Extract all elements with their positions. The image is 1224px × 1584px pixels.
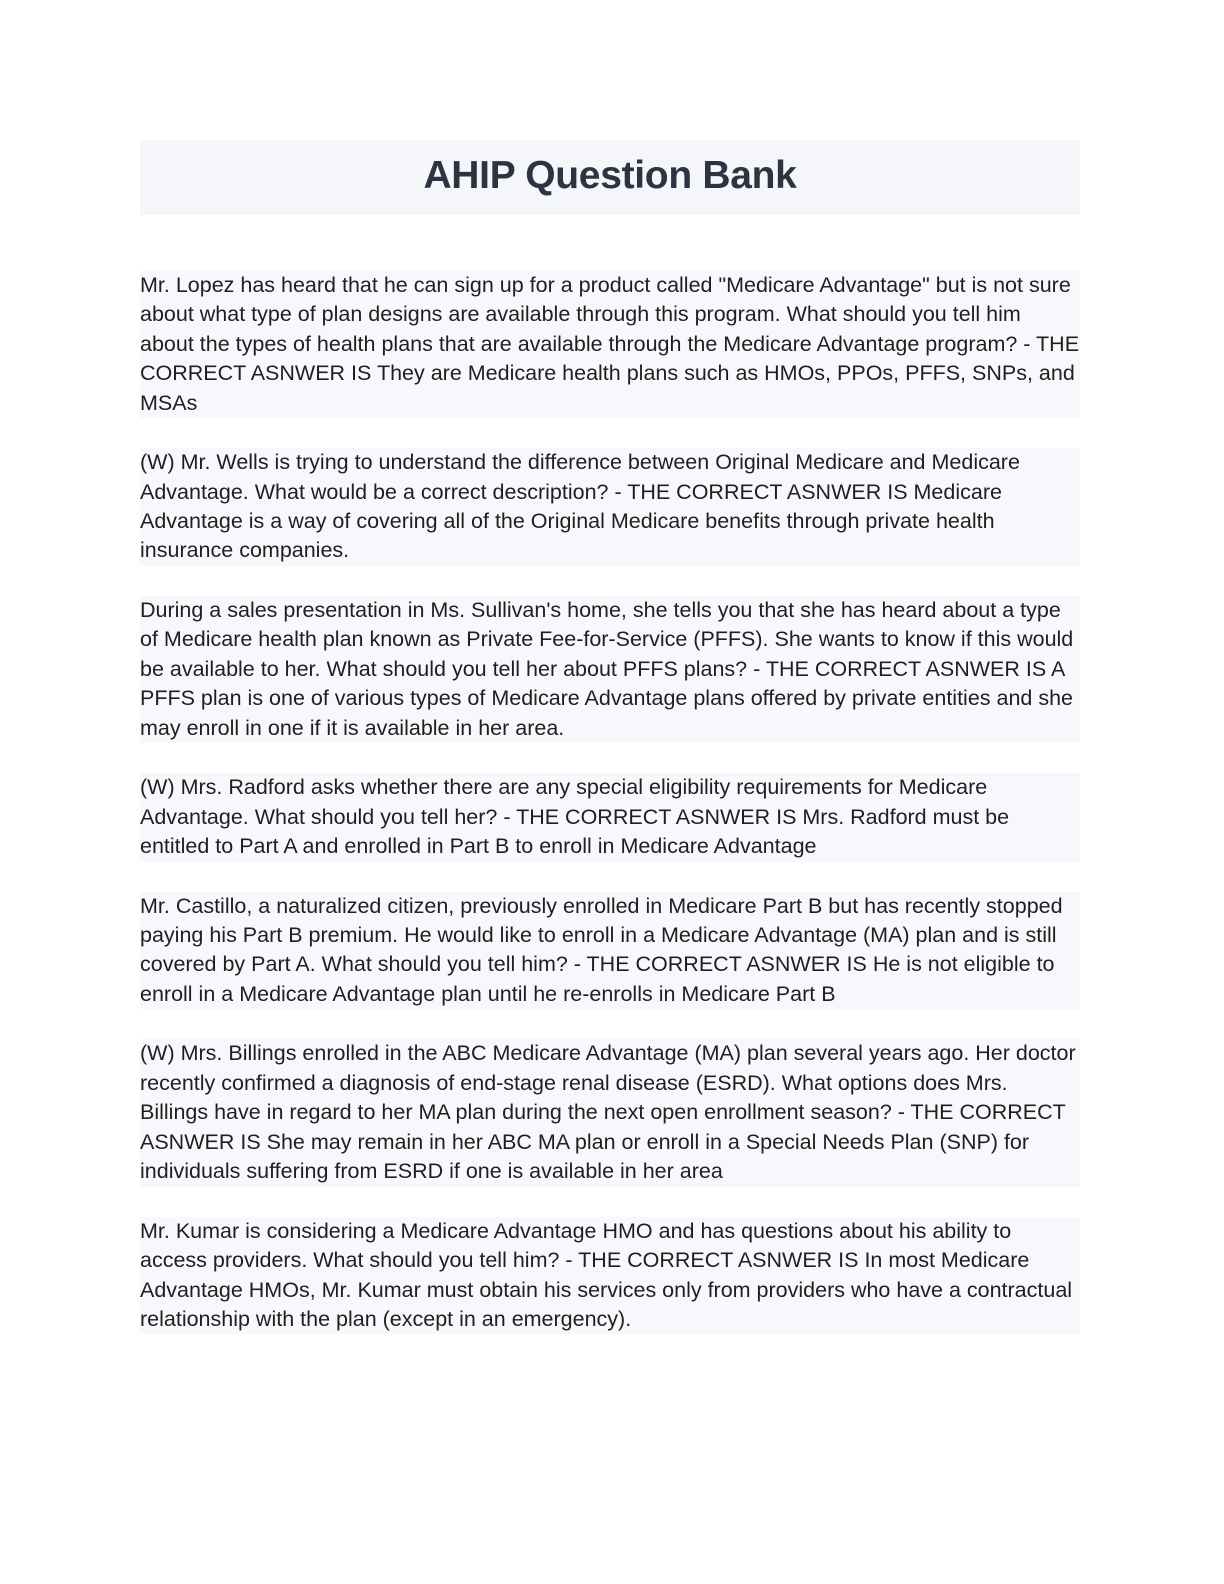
paragraph: (W) Mrs. Radford asks whether there are any special eligibility requirements for Medicare Advantage. What should you tell her? - THE CORRECT ASNWER IS Mrs. Radford must be entitled to Part A and enrolled in Part B to enroll in Medicare Advantage (140, 773, 1080, 861)
paragraph: Mr. Castillo, a naturalized citizen, previously enrolled in Medicare Part B but has recently stopped paying his Part B premium. He would like to enroll in a Medicare Advantage (MA) plan and is still covered by Part A. What should you tell him? - THE CORRECT ASNWER IS He is not eligible to enroll in a Medicare Advantage plan until he re-enrolls in Medicare Part B (140, 892, 1080, 1010)
paragraph: (W) Mrs. Billings enrolled in the ABC Medicare Advantage (MA) plan several years ago. Her doctor recently confirmed a diagnosis of end-stage renal disease (ESRD). What options does Mrs. Billings have in regard to her MA plan during the next open enrollment season? - THE CORRECT ASNWER IS She may remain in her ABC MA plan or enroll in a Special Needs Plan (SNP) for individuals suffering from ESRD if one is available in her area (140, 1039, 1080, 1186)
document-title-band (140, 140, 1080, 215)
page-title: AHIP Question Bank (423, 154, 797, 197)
document-content (140, 140, 1080, 1334)
document-body (140, 271, 1080, 1335)
paragraph: Mr. Kumar is considering a Medicare Advantage HMO and has questions about his ability to access providers. What should you tell him? - THE CORRECT ASNWER IS In most Medicare Advantage HMOs, Mr. Kumar must obtain his services only from providers who have a contractual relationship with the plan (except in an emergency). (140, 1217, 1080, 1335)
paragraph: During a sales presentation in Ms. Sullivan's home, she tells you that she has heard about a type of Medicare health plan known as Private Fee-for-Service (PFFS). She wants to know if this would be available to her. What should you tell her about PFFS plans? - THE CORRECT ASNWER IS A PFFS plan is one of various types of Medicare Advantage plans offered by private entities and she may enroll in one if it is available in her area. (140, 596, 1080, 743)
paragraph: Mr. Lopez has heard that he can sign up for a product called "Medicare Advantage" but is not sure about what type of plan designs are available through this program. What should you tell him about the types of health plans that are available through the Medicare Advantage program? - THE CORRECT ASNWER IS They are Medicare health plans such as HMOs, PPOs, PFFS, SNPs, and MSAs (140, 271, 1080, 418)
paragraph: (W) Mr. Wells is trying to understand the difference between Original Medicare and Medicare Advantage. What would be a correct description? - THE CORRECT ASNWER IS Medicare Advantage is a way of covering all of the Original Medicare benefits through private health insurance companies. (140, 448, 1080, 566)
